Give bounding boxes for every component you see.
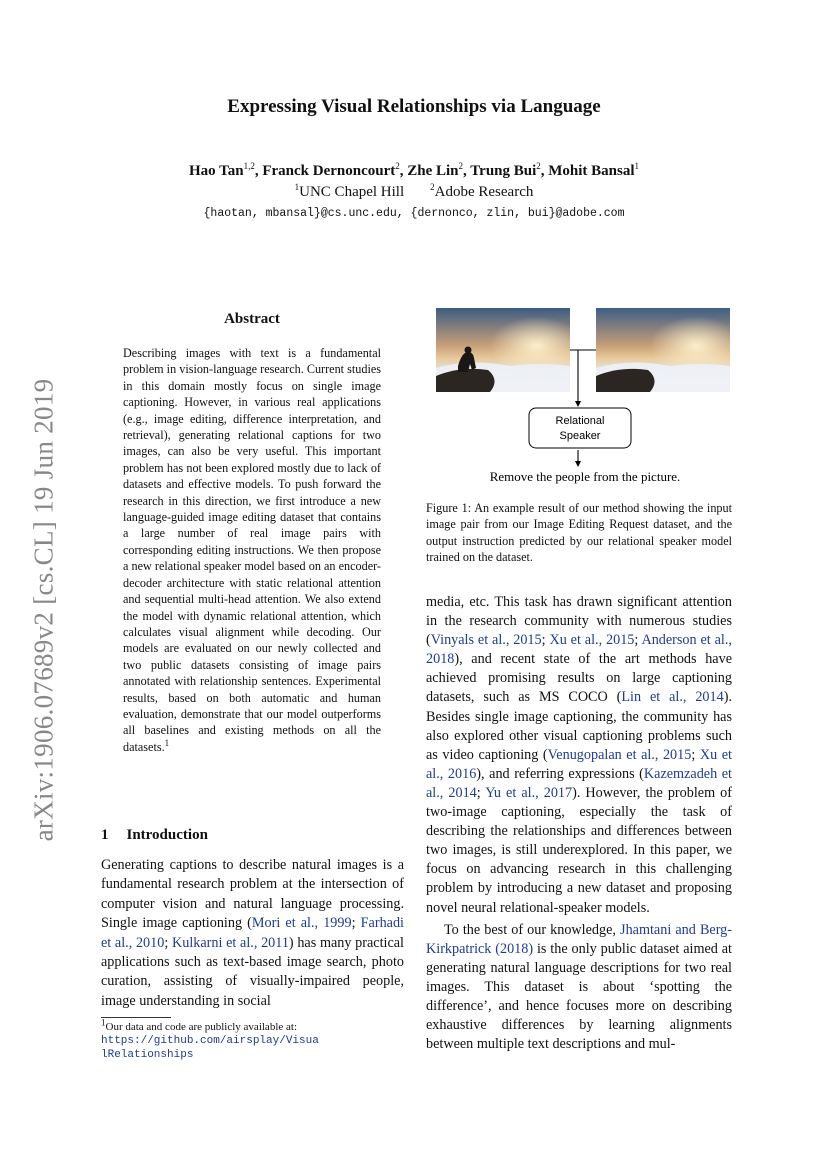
citation-link[interactable]: Mori et al., 1999 [251, 915, 352, 932]
footnote-divider [101, 1017, 171, 1018]
paragraph-text: ; [541, 632, 550, 649]
footnote-marker[interactable]: 1 [164, 737, 170, 748]
figure-1 [430, 306, 730, 486]
author-emails: {haotan, mbansal}@cs.unc.edu, {dernonco, zlin, bui}@adobe.com [203, 207, 625, 220]
abstract-heading: Abstract [224, 311, 280, 327]
section-title: Introduction [126, 827, 208, 843]
relational-speaker-box [529, 408, 631, 448]
citation-link[interactable]: Venugopalan et al., 2015 [547, 746, 692, 763]
citation-link[interactable]: Lin et al., 2014 [621, 689, 724, 706]
arxiv-identifier: arXiv:1906.07689v2 [cs.CL] 19 Jun 2019 [28, 378, 59, 842]
right-paragraph-1 [426, 593, 732, 918]
author-affiliation-mark: 2 [395, 161, 400, 171]
citation-link[interactable]: Xu et al., 2015 [549, 632, 635, 649]
footnote-number: 1 [101, 1017, 106, 1028]
citation-link[interactable]: Kazemzadeh et al., 2014 [426, 765, 732, 801]
author-affiliation-mark: 1,2 [243, 161, 255, 171]
box-label-line2: Speaker [559, 430, 601, 442]
paragraph-text: ; [691, 746, 700, 763]
section-number: 1 [101, 827, 109, 843]
figure-caption: Figure 1: An example result of our method showing the input image pair from our Image Editing Request dataset, and the output instruction predicted by our relational speaker model trained on the dataset. [426, 501, 732, 565]
box-label-line1: Relational [555, 415, 605, 427]
figure-diagram [430, 306, 730, 486]
paragraph-text: ) has many practical applications such as text-based image search, photo curation, assisting of visually-impaired people, image understanding in social [101, 934, 404, 1009]
footnote [101, 1017, 404, 1062]
input-image-left [436, 308, 570, 392]
paragraph-text: ; [164, 934, 172, 951]
author-affiliation-mark: 1 [634, 161, 640, 171]
citation-link[interactable]: Anderson et al., 2018 [426, 632, 732, 668]
author-affiliation-mark: 2 [536, 161, 541, 171]
paragraph-text: is the only public dataset aimed at generating natural language descriptions for two real images. This dataset is about ‘spotting the difference’, and hence focuses more on describing exhaustive differences by learning alignments between multiple text descriptions and mul- [426, 940, 732, 1053]
abstract-body [123, 345, 381, 755]
author-affiliation-mark: 2 [458, 161, 464, 171]
author-name: Hao Tan [188, 163, 244, 179]
affiliation-name: Adobe Research [434, 184, 534, 200]
input-image-right [596, 308, 730, 392]
abstract-text: Describing images with text is a fundamental problem in vision-language research. Current studies in this domain mostly focus on single image captioning. However, in various real applications (e.g., image editing, difference interpretation, and retrieval), generating relational captions for two images, can also be very useful. This important problem has not been explored mostly due to lack of datasets and effective models. To push forward the research in this direction, we first introduce a new language-guided image editing dataset that contains a large number of real image pairs with corresponding editing instructions. We then propose a new relational speaker model based on an encoder-decoder architecture with static relational attention and sequential multi-head attention. We also extend the model with dynamic relational attention, which calculates visual alignment while decoding. Our models are evaluated on our newly collected and two public datasets consisting of image pairs annotated with relationship sentences. Experimental results, based on both automatic and human evaluation, demonstrate that our model outperforms all baselines and existing methods on all the datasets. [123, 346, 381, 754]
paragraph-text: ), and referring expressions ( [476, 765, 644, 782]
paragraph-text: ). However, the problem of two-image captioning, especially the task of describing the relationships and differences between two images, is still underexplored. In this paper, we focus on advancing research in this challenging problem by introducing a new dataset and proposing novel neural relational-speaker models. [426, 784, 732, 916]
citation-link[interactable]: Yu et al., 2017 [485, 784, 573, 801]
citation-link[interactable]: Jhamtani and Berg-Kirkpatrick (2018) [426, 921, 732, 957]
citation-link[interactable]: Kulkarni et al., 2011 [171, 934, 289, 951]
author-name: Mohit Bansal [548, 163, 635, 179]
intro-paragraph [101, 856, 404, 1011]
citation-link[interactable]: Farhadi et al., 2010 [101, 915, 404, 951]
footnote-url[interactable]: https://github.com/airsplay/VisualRelationships [101, 1035, 319, 1061]
paragraph-text: ), and recent state of the art methods have achieved promising results on large captioning datasets, such as MS COCO ( [426, 651, 732, 706]
paragraph-text: media, etc. This task has drawn significant attention in the research community with numerous studies ( [426, 594, 732, 649]
citation-link[interactable]: Xu et al., 2016 [426, 746, 732, 782]
affiliation-name: UNC Chapel Hill [299, 184, 405, 200]
citation-link[interactable]: Vinyals et al., 2015 [430, 632, 542, 649]
section-heading [101, 827, 208, 844]
paper-title: Expressing Visual Relationships via Language [227, 96, 601, 117]
paragraph-text: ; [476, 784, 486, 801]
author-name: Trung Bui [470, 163, 537, 179]
paragraph-text: ; [634, 632, 642, 649]
author-name: Franck Dernoncourt [262, 163, 396, 179]
footnote-text: Our data and code are publicly available at: [105, 1021, 297, 1033]
author-list: Hao Tan$^{1,2}$, Franck Dernoncourt$^2$, Zhe Lin$^2$, Trung Bui$^2$, Mohit Bansal$^1$ [188, 161, 640, 179]
right-paragraph-2 [426, 921, 732, 1055]
right-column-body [426, 593, 732, 1054]
affiliation-mark: 1 [294, 182, 300, 192]
paragraph-text: To the best of our knowledge, [444, 921, 621, 938]
paragraph-text: ). Besides single image captioning, the community has also explored other visual captioning problems such as video captioning ( [426, 689, 732, 763]
paragraph-text: ; [351, 915, 361, 932]
paragraph-text: Generating captions to describe natural images is a fundamental research problem at the intersection of computer vision and natural language processing. Single image captioning ( [101, 857, 404, 932]
affiliations [0, 184, 828, 201]
output-instruction: Remove the people from the picture. [489, 469, 681, 484]
affiliation-mark: 2 [430, 182, 435, 192]
author-name: Zhe Lin [407, 163, 459, 179]
